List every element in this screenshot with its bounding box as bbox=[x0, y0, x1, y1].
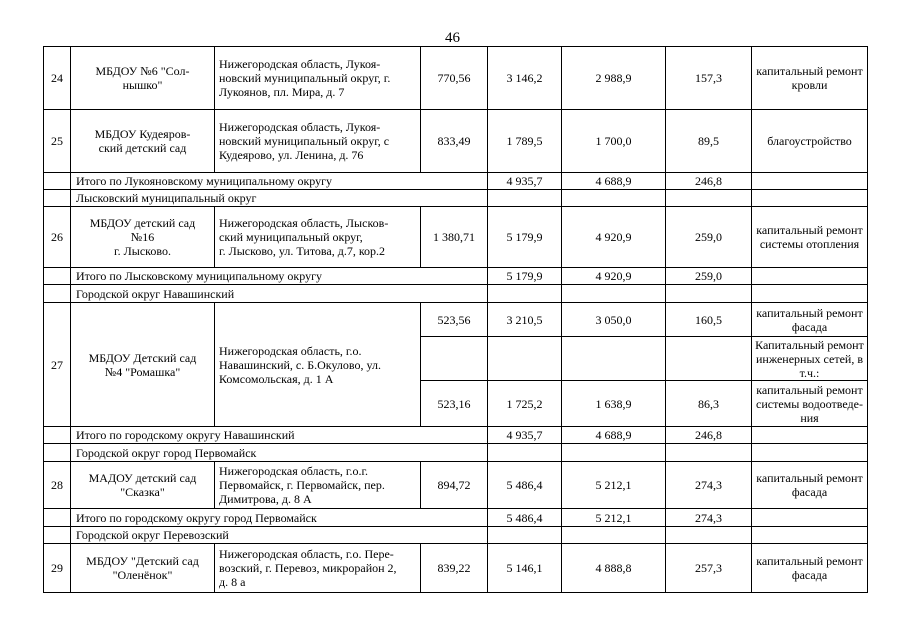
local-amount: 160,5 bbox=[666, 303, 752, 337]
subsidy-amount: 2 988,9 bbox=[562, 47, 666, 110]
total-amount: 1 725,2 bbox=[488, 381, 562, 427]
local-amount: 274,3 bbox=[666, 509, 752, 527]
subtotal-row bbox=[44, 268, 868, 285]
subtotal-label: Итого по Лукояновскому муниципальному округу bbox=[71, 173, 488, 190]
row-number: 25 bbox=[44, 110, 71, 173]
subsidy-amount: 3 050,0 bbox=[562, 303, 666, 337]
table-row bbox=[44, 207, 868, 268]
local-amount: 246,8 bbox=[666, 427, 752, 444]
total-amount: 1 789,5 bbox=[488, 110, 562, 173]
work-type: капитальный ремонт системы отопления bbox=[752, 207, 868, 268]
subsidy-amount: 5 212,1 bbox=[562, 509, 666, 527]
subtotal-row bbox=[44, 427, 868, 444]
address: Нижегородская область, Лукоя- новский муниципальный округ, г. Лукоянов, пл. Мира, д. 7 bbox=[215, 47, 421, 110]
page-number: 46 bbox=[445, 30, 460, 46]
subsidy-amount: 4 688,9 bbox=[562, 427, 666, 444]
address: Нижегородская область, Лысков- ский муниципальный округ, г. Лысково, ул. Титова, д.7, кор.2 bbox=[215, 207, 421, 268]
table-row bbox=[44, 47, 868, 110]
district-header: Городской округ город Первомайск bbox=[71, 444, 488, 462]
work-type: капитальный ремонт системы водоотведе- ния bbox=[752, 381, 868, 427]
row-number: 28 bbox=[44, 462, 71, 509]
row-number: 29 bbox=[44, 544, 71, 593]
district-header-row bbox=[44, 527, 868, 544]
total-amount: 5 179,9 bbox=[488, 268, 562, 285]
institution-name: МБДОУ Кудеяров- ский детский сад bbox=[71, 110, 215, 173]
local-amount: 259,0 bbox=[666, 207, 752, 268]
row-number: 26 bbox=[44, 207, 71, 268]
subsidy-amount: 4 688,9 bbox=[562, 173, 666, 190]
area: 839,22 bbox=[421, 544, 488, 593]
subsidy-amount: 4 920,9 bbox=[562, 207, 666, 268]
district-header-row bbox=[44, 285, 868, 303]
district-header: Городской округ Перевозский bbox=[71, 527, 488, 544]
institution-name: МБДОУ детский сад №16 г. Лысково. bbox=[71, 207, 215, 268]
address: Нижегородская область, г.о.г. Первомайск, г. Первомайск, пер. Димитрова, д. 8 А bbox=[215, 462, 421, 509]
subsidy-amount: 4 888,8 bbox=[562, 544, 666, 593]
institution-name: МБДОУ №6 "Сол- нышко" bbox=[71, 47, 215, 110]
address: Нижегородская область, Лукоя- новский муниципальный округ, с Кудеярово, ул. Ленина, д. 76 bbox=[215, 110, 421, 173]
subtotal-row bbox=[44, 509, 868, 527]
subtotal-row bbox=[44, 173, 868, 190]
institution-name: МБДОУ "Детский сад "Оленёнок" bbox=[71, 544, 215, 593]
subsidy-amount: 5 212,1 bbox=[562, 462, 666, 509]
table-row bbox=[44, 110, 868, 173]
area: 894,72 bbox=[421, 462, 488, 509]
total-amount: 5 486,4 bbox=[488, 509, 562, 527]
work-type: благоустройство bbox=[752, 110, 868, 173]
local-amount: 274,3 bbox=[666, 462, 752, 509]
table-row bbox=[44, 462, 868, 509]
area: 1 380,71 bbox=[421, 207, 488, 268]
subtotal-label: Итого по Лысковскому муниципальному округу bbox=[71, 268, 488, 285]
local-amount: 89,5 bbox=[666, 110, 752, 173]
district-header-row bbox=[44, 444, 868, 462]
work-type: капитальный ремонт фасада bbox=[752, 303, 868, 337]
total-amount: 5 486,4 bbox=[488, 462, 562, 509]
work-type: капитальный ремонт фасада bbox=[752, 544, 868, 593]
institution-name: МБДОУ Детский сад №4 "Ромашка" bbox=[71, 303, 215, 427]
area: 523,56 bbox=[421, 303, 488, 337]
address: Нижегородская область, г.о. Навашинский, с. Б.Окулово, ул. Комсомольская, д. 1 А bbox=[215, 303, 421, 427]
table-row bbox=[44, 303, 868, 337]
total-amount: 3 146,2 bbox=[488, 47, 562, 110]
work-type: капитальный ремонт фасада bbox=[752, 462, 868, 509]
work-type: Капитальный ремонт инженерных сетей, в т.ч.: bbox=[752, 337, 868, 381]
local-amount: 157,3 bbox=[666, 47, 752, 110]
row-number: 24 bbox=[44, 47, 71, 110]
table-row bbox=[44, 544, 868, 593]
subtotal-label: Итого по городскому округу Навашинский bbox=[71, 427, 488, 444]
local-amount: 86,3 bbox=[666, 381, 752, 427]
subtotal-label: Итого по городскому округу город Первомайск bbox=[71, 509, 488, 527]
address: Нижегородская область, г.о. Пере- возский, г. Перевоз, микрорайон 2, д. 8 а bbox=[215, 544, 421, 593]
area: 833,49 bbox=[421, 110, 488, 173]
total-amount: 4 935,7 bbox=[488, 427, 562, 444]
subsidy-amount: 4 920,9 bbox=[562, 268, 666, 285]
total-amount: 5 179,9 bbox=[488, 207, 562, 268]
subsidy-amount: 1 638,9 bbox=[562, 381, 666, 427]
district-header: Городской округ Навашинский bbox=[71, 285, 488, 303]
total-amount: 3 210,5 bbox=[488, 303, 562, 337]
local-amount: 246,8 bbox=[666, 173, 752, 190]
total-amount: 5 146,1 bbox=[488, 544, 562, 593]
total-amount: 4 935,7 bbox=[488, 173, 562, 190]
district-header: Лысковский муниципальный округ bbox=[71, 190, 488, 207]
funding-table bbox=[43, 46, 868, 593]
institution-name: МАДОУ детский сад "Сказка" bbox=[71, 462, 215, 509]
row-number: 27 bbox=[44, 303, 71, 427]
area: 523,16 bbox=[421, 381, 488, 427]
local-amount: 259,0 bbox=[666, 268, 752, 285]
district-header-row bbox=[44, 190, 868, 207]
subsidy-amount: 1 700,0 bbox=[562, 110, 666, 173]
work-type: капитальный ремонт кровли bbox=[752, 47, 868, 110]
area: 770,56 bbox=[421, 47, 488, 110]
local-amount: 257,3 bbox=[666, 544, 752, 593]
